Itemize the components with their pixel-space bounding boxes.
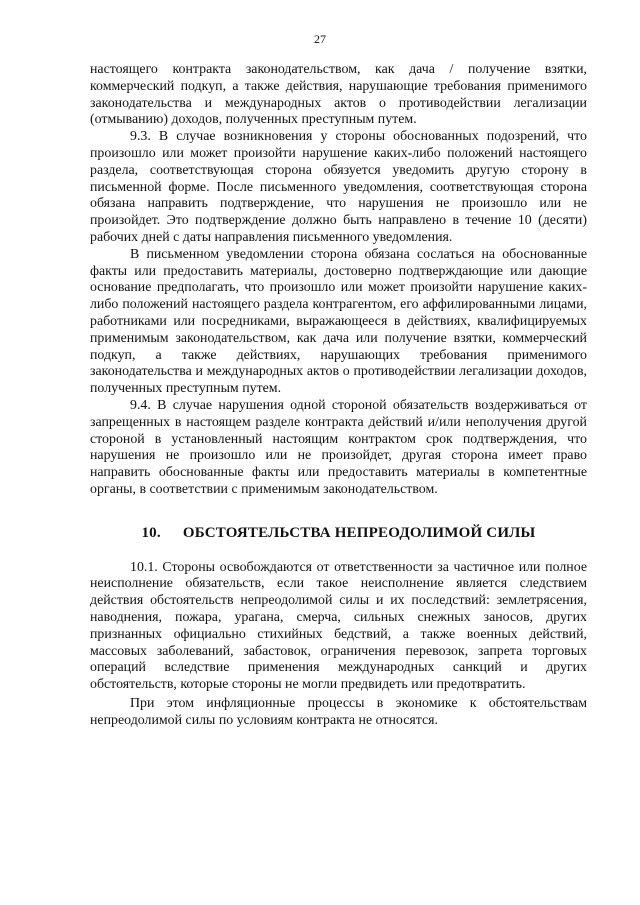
paragraph-9-4: 9.4. В случае нарушения одной стороной обязательств воздерживаться от запрещенных в настоящем разделе контракта действий и/или неполучения другой стороной в установленный настоящим контрактом срок подтверждения, что нарушения не произошло или не произойдет, другая сторона имеет право направить обоснованные факты или предоставить материалы в компетентные органы, в соответствии с применимым законодательством. — [90, 397, 587, 497]
section-number: 10. — [141, 524, 161, 541]
paragraph-inflation: При этом инфляционные процессы в экономике к обстоятельствам непреодолимой силы по условиям контракта не относятся. — [90, 695, 587, 728]
section-heading — [90, 525, 587, 542]
section-title: ОБСТОЯТЕЛЬСТВА НЕПРЕОДОЛИМОЙ СИЛЫ — [182, 524, 536, 541]
page-number: 27 — [314, 32, 326, 46]
paragraph-continuation: настоящего контракта законодательством, как дача / получение взятки, коммерческий подкуп, а также действия, нарушающие требования применимого законодательства и международных актов о противодействии легализации (отмыванию) доходов, полученных преступным путем. — [90, 62, 587, 128]
paragraph-9-3: 9.3. В случае возникновения у стороны обоснованных подозрений, что произошло или может произойти нарушение каких-либо положений настоящего раздела, соответствующая сторона обязуется уведомить другую сторону в письменной форме. После письменного уведомления, соответствующая сторона обязана направить подтверждение, что нарушения не произошло или не произойдет. Это подтверждение должно быть направлено в течение 10 (десяти) рабочих дней с даты направления письменного уведомления. — [90, 129, 587, 245]
page-body — [90, 62, 587, 729]
paragraph-notification: В письменном уведомлении сторона обязана сослаться на обоснованные факты или предоставить материалы, достоверно подтверждающие или дающие основание предполагать, что произошло или может произойти нарушение каких-либо положений настоящего раздела контрагентом, его аффилированными лицами, работниками или посредниками, выражающееся в действиях, квалифицируемых применимым законодательством, как дача или получение взятки, коммерческий подкуп, а также действиях, нарушающих требования применимого законодательства и международных актов о противодействии легализации доходов, полученных преступным путем. — [90, 246, 587, 397]
paragraph-10-1: 10.1. Стороны освобождаются от ответственности за частичное или полное неисполнение обязательств, если такое неисполнение является следствием действия обстоятельств непреодолимой силы и их последствий: землетрясения, наводнения, пожара, урагана, смерча, сильных снежных заносов, других признанных официально стихийных бедствий, а также военных действий, массовых заболеваний, забастовок, ограничения перевозок, запрета торговых операций вследствие применения международных санкций и других обстоятельств, которые стороны не могли предвидеть или предотвратить. — [90, 559, 587, 693]
